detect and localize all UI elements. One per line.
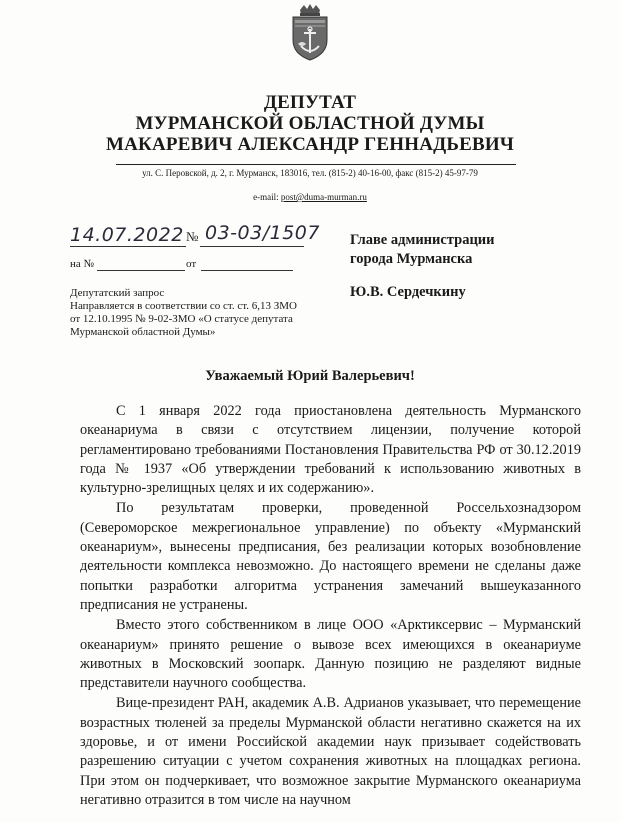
email-label: e-mail: — [253, 192, 279, 202]
letter-body — [80, 402, 581, 810]
contact-address: ул. С. Перовской, д. 2, г. Мурманск, 183016, тел. (815-2) 40-16-00, факс (815-2) 45-97-79 — [142, 168, 478, 178]
salutation: Уважаемый Юрий Валерьевич! — [205, 368, 415, 384]
recipient-name: Ю.В. Сердечкину — [350, 284, 466, 300]
header-divider — [116, 164, 516, 165]
incoming-number-blank — [97, 270, 185, 271]
paragraph: С 1 января 2022 года приостановлена деятельность Мурманского океанариума в связи с отсутствием лицензии, получение которой регламентировано требованиями Постановления Правительства РФ от 30.12.2019 года № 1937 «Об утверждении требований к использованию животных в культурно-зрелищных целях и их содержанию». — [80, 403, 581, 497]
coat-of-arms-icon — [286, 4, 334, 62]
paragraph: Вместо этого собственником в лице ООО «Арктиксервис – Мурманский океанариум» принято решение о вывозе всех имеющихся в океанариуме животных в Московский зоопарк. Данную позицию не разделяют видные представители научного сообщества. — [80, 617, 581, 692]
contact-email — [60, 191, 560, 203]
title-duma: МУРМАНСКОЙ ОБЛАСТНОЙ ДУМЫ — [135, 113, 485, 134]
incoming-from-label: от — [186, 258, 197, 270]
legal-basis-line3: Мурманской областной Думы» — [70, 326, 216, 338]
incoming-date-blank — [201, 270, 293, 271]
number-underline — [200, 246, 304, 247]
title-deputy: ДЕПУТАТ — [263, 92, 357, 113]
legal-basis-line1: Направляется в соответствии со ст. ст. 6,13 ЗМО — [70, 300, 298, 312]
incoming-label: на № — [70, 258, 95, 270]
recipient-city: города Мурманска — [350, 251, 473, 267]
recipient-position: Главе администрации — [350, 232, 495, 248]
date-underline — [70, 246, 186, 247]
handwritten-date: 14.07.2022 — [70, 224, 184, 246]
incoming-reference — [70, 258, 196, 270]
legal-basis-line2: от 12.10.1995 № 9-02-ЗМО «О статусе депутата — [70, 313, 293, 325]
paragraph: Вице-президент РАН, академик А.В. Адрианов указывает, что перемещение возрастных тюленей за пределы Мурманской области негативно скажется на их здоровье, и от имени Российской академии наук призывает содействовать разрешению ситуации с учетом сохранения животных на площадках региона. При этом он подчеркивает, что возможное закрытие Мурманского океанариума негативно отразится в том числе на научном — [80, 695, 581, 808]
request-type: Депутатский запрос — [70, 287, 165, 299]
number-label: № — [186, 229, 199, 244]
handwritten-number: 03-03/1507 — [205, 222, 320, 244]
email-link[interactable]: post@duma-murman.ru — [280, 192, 367, 202]
title-name: МАКАРЕВИЧ АЛЕКСАНДР ГЕННАДЬЕВИЧ — [105, 134, 515, 155]
paragraph: По результатам проверки, проведенной Россельхознадзором (Североморское межрегиональное управление) по объекту «Мурманский океанариум», вынесены предписания, без реализации которых возобновление деятельности комплекса невозможно. До настоящего времени не сделаны даже попытки разработки алгоритма устранения замечаний вышеуказанного предписания не устранены. — [80, 500, 581, 613]
